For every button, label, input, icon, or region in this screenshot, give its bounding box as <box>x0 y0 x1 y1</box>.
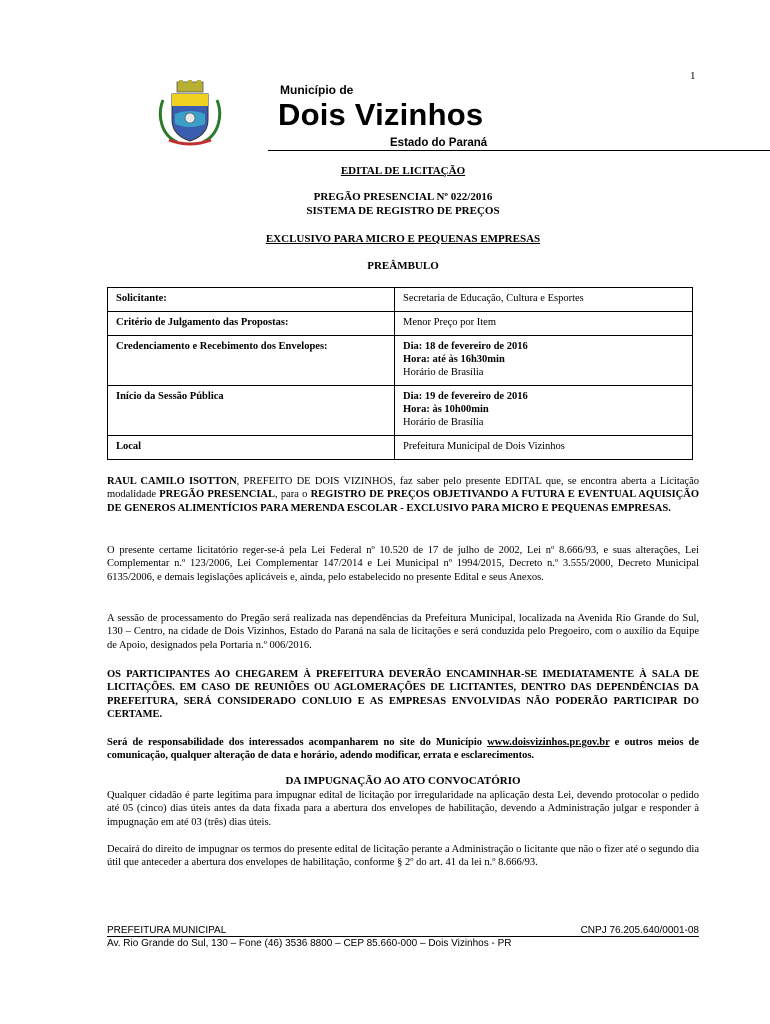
sessao-paragraph: A sessão de processamento do Pregão será realizada nas dependências da Prefeitura Municipal, localizada na Avenida Rio Grande do Sul, 130 – Centro, na cidade de Dois Vizinhos, Estado do Paraná na sala de licitações e será conduzida pelo Pregoeiro, com o auxílio da Equipe de Apoio, designados pela Portaria n.º 006/2016. <box>107 613 699 651</box>
footer-line-1 <box>107 925 699 936</box>
table-key: Início da Sessão Pública <box>108 386 395 436</box>
table-value: Secretaria de Educação, Cultura e Esportes <box>395 288 693 312</box>
table-value <box>395 386 693 436</box>
sessao-time: Hora: às 10h00min <box>403 404 489 415</box>
law-paragraph: O presente certame licitatório reger-se-á pela Lei Federal nº 10.520 de 17 de julho de 2002, Lei nº 8.666/93, e suas alterações, Lei Complementar n.º 123/2006, Lei Complementar 147/2014 e Lei Municipal nº 1994/2015, Decreto n.º 3.555/2000, Decreto Municipal 6135/2006, e demais legislações aplicáveis e, ainda, pelo estabelecido no presente Edital e seus Anexos. <box>107 545 699 583</box>
table-key: Solicitante: <box>108 288 395 312</box>
sessao-date: Dia: 19 de fevereiro de 2016 <box>403 391 528 402</box>
state-label: Estado do Paraná <box>390 137 488 149</box>
footer-prefeitura: PREFEITURA MUNICIPAL <box>107 925 227 936</box>
sistema-title: SISTEMA DE REGISTRO DE PREÇOS <box>306 205 500 217</box>
table-row <box>108 312 693 336</box>
intro-modalidade: PREGÃO PRESENCIAL <box>159 489 276 501</box>
intro-objeto: REGISTRO DE PREÇOS OBJETIVANDO A FUTURA E EVENTUAL AQUISIÇÃO DE GENEROS ALIMENTÍCIOS PARA MERENDA ESCOLAR - EXCLUSIVO PARA MICRO E PEQUENAS EMPRESAS. <box>107 489 699 514</box>
municipal-coat-of-arms-icon <box>155 80 225 148</box>
table-key: Credenciamento e Recebimento dos Envelopes: <box>108 336 395 386</box>
table-row <box>108 336 693 386</box>
credenciamento-time: Hora: até às 16h30min <box>403 354 505 365</box>
impugnacao-paragraph-2: Decairá do direito de impugnar os termos do presente edital de licitação perante a Administração o licitante que não o fizer até o segundo dia útil que anteceder a abertura dos envelopes de habilitação, conforme § 2º do art. 41 da lei n.º 8.666/93. <box>107 844 699 869</box>
table-row <box>108 288 693 312</box>
table-value: Prefeitura Municipal de Dois Vizinhos <box>395 436 693 460</box>
table-value <box>395 336 693 386</box>
table-row <box>108 436 693 460</box>
footer-divider <box>107 936 699 937</box>
preambulo-title: PREÂMBULO <box>367 260 439 272</box>
participantes-paragraph: OS PARTICIPANTES AO CHEGAREM À PREFEITURA DEVERÃO ENCAMINHAR-SE IMEDIATAMENTE À SALA DE LICITAÇÕES. EM CASO DE REUNIÕES OU AGLOMERAÇÕES DE LICITANTES, DENTRO DAS DEPENDÊNCIAS DA PREFEITURA, SERÁ CONSIDERADO CONLUIO E AS EMPRESAS ENVOLVIDAS NÃO PODERÃO PARTICIPAR DO CERTAME. <box>107 669 699 720</box>
city-name: Dois Vizinhos <box>278 97 484 132</box>
header-divider <box>268 150 770 151</box>
impugnacao-title: DA IMPUGNAÇÃO AO ATO CONVOCATÓRIO <box>285 775 521 787</box>
impugnacao-paragraph-1: Qualquer cidadão é parte legítima para impugnar edital de licitação por irregularidade na aplicação desta Lei, devendo protocolar o pedido até 05 (cinco) dias úteis antes da data fixada para a abertura dos envelopes de habilitação, devendo a Administração julgar e responder à impugnação em até 03 (três) dias úteis. <box>107 790 699 828</box>
mayor-name: RAUL CAMILO ISOTTON <box>107 476 237 487</box>
table-key: Critério de Julgamento das Propostas: <box>108 312 395 336</box>
table-value: Menor Preço por Item <box>395 312 693 336</box>
table-row <box>108 386 693 436</box>
site-text-1: Será de responsabilidade dos interessados acompanharem no site do Município <box>107 737 488 748</box>
municipio-label: Município de <box>280 83 354 97</box>
intro-paragraph <box>107 475 699 515</box>
site-link[interactable]: www.doisvizinhos.pr.gov.br <box>487 737 610 748</box>
preamble-table <box>107 287 693 460</box>
intro-text-1: , PREFEITO DE DOIS VIZINHOS, faz saber pelo presente EDITAL que, se encontra aberta a Licitação modalidade <box>107 476 699 501</box>
page-number: 1 <box>690 70 696 82</box>
footer-cnpj: CNPJ 76.205.640/0001-08 <box>580 925 699 936</box>
edital-title: EDITAL DE LICITAÇÃO <box>340 165 466 177</box>
table-key: Local <box>108 436 395 460</box>
credenciamento-tz: Horário de Brasília <box>403 367 484 378</box>
exclusivo-title: EXCLUSIVO PARA MICRO E PEQUENAS EMPRESAS <box>265 233 541 245</box>
footer-address: Av. Rio Grande do Sul, 130 – Fone (46) 3536 8800 – CEP 85.660-000 – Dois Vizinhos - PR <box>107 938 512 949</box>
pregao-title: PREGÃO PRESENCIAL Nº 022/2016 <box>313 191 493 203</box>
intro-text-2: , para o <box>275 489 311 501</box>
credenciamento-date: Dia: 18 de fevereiro de 2016 <box>403 341 528 352</box>
site-paragraph <box>107 736 699 763</box>
sessao-tz: Horário de Brasília <box>403 417 484 428</box>
site-text-2: e outros meios de comunicação, qualquer alteração de data e horário, adendo modificar, errata e esclarecimentos. <box>107 737 699 762</box>
